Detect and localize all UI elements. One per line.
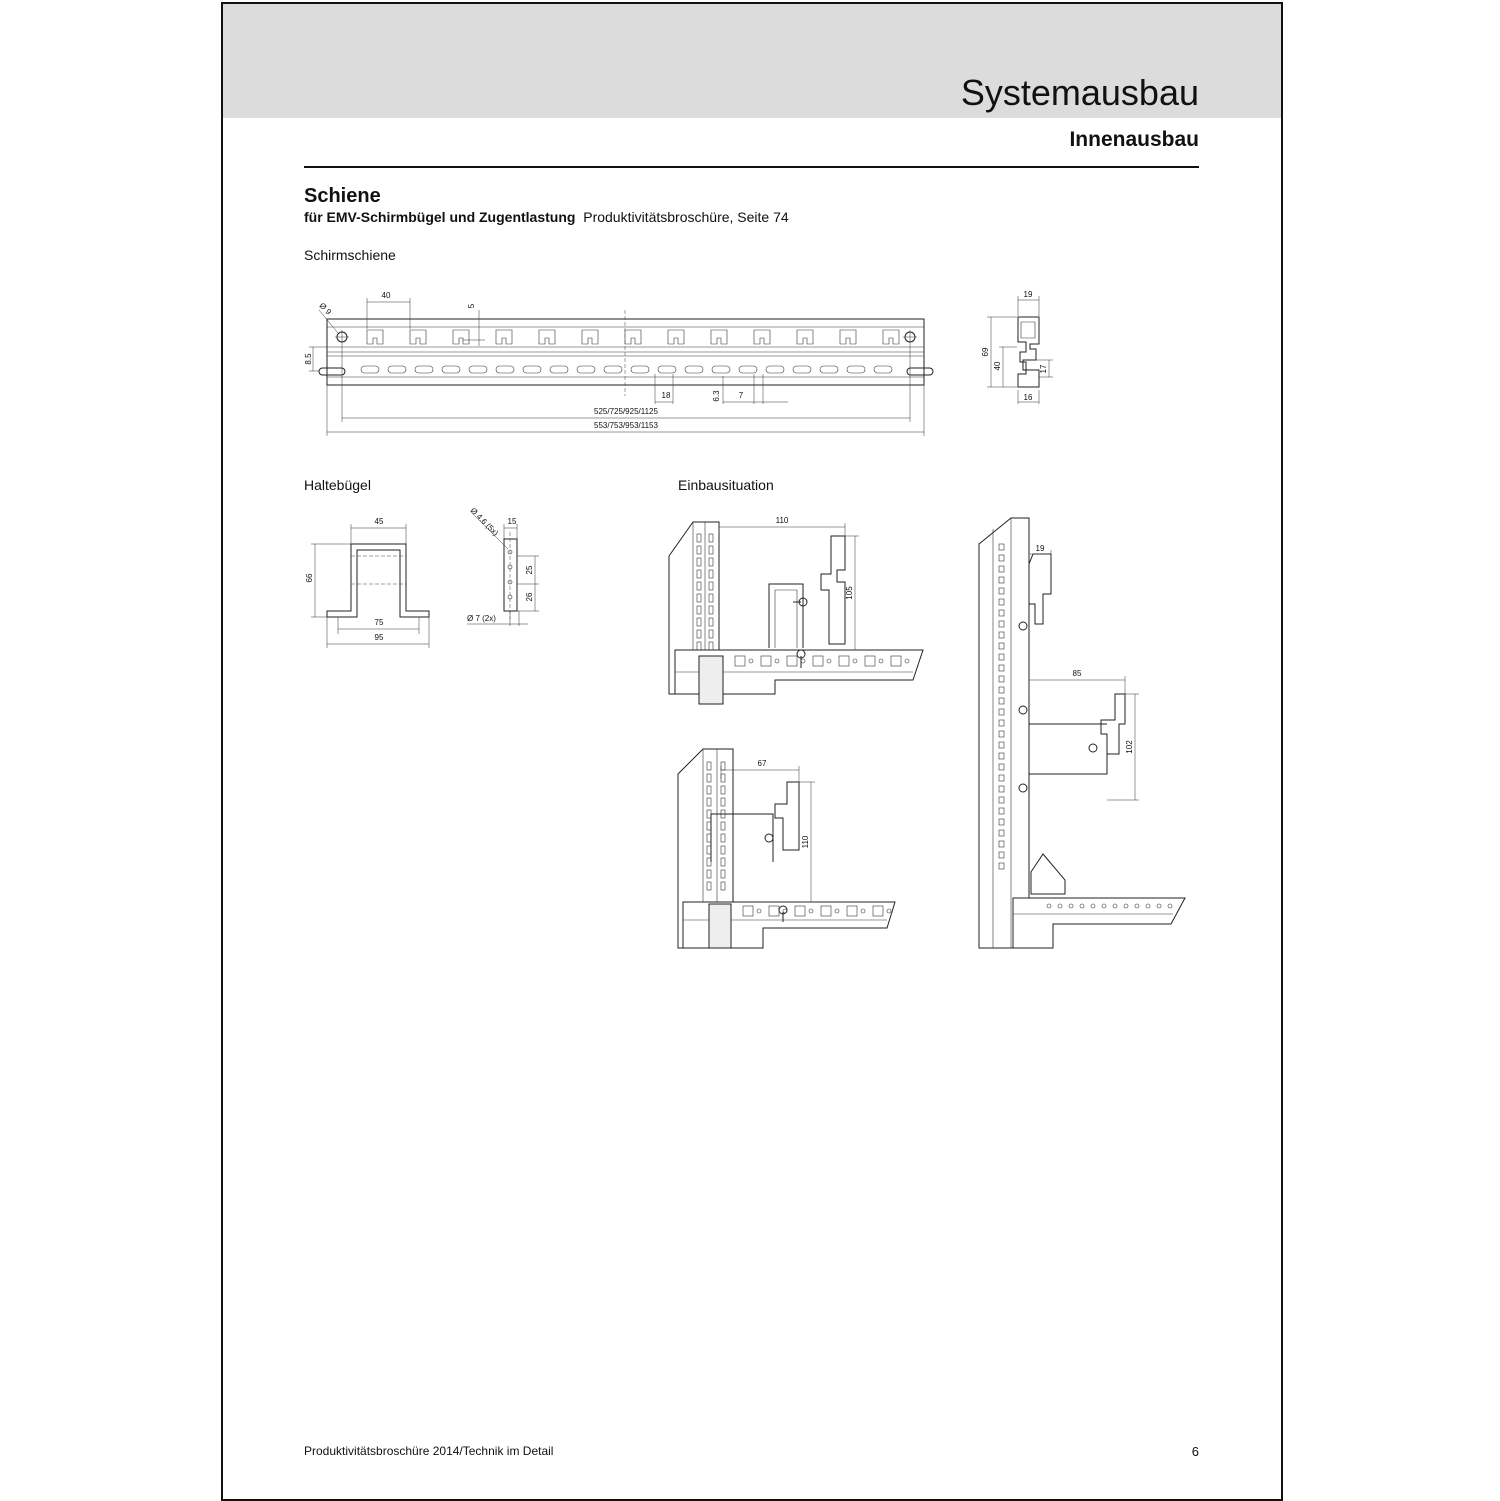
bracket-hole-d7: Ø 7 (2x) — [467, 614, 496, 623]
dim-5: 5 — [467, 303, 476, 309]
product-subtitle-bold: für EMV-Schirmbügel und Zugentlastung — [304, 209, 576, 225]
bracket-dim-95: 95 — [374, 633, 384, 642]
profile-dim-16: 16 — [1023, 393, 1033, 402]
ins3-dim-102: 102 — [1125, 740, 1134, 754]
section-title: Systemausbau — [960, 72, 1199, 113]
profile-dim-69: 69 — [981, 347, 990, 357]
profile-dim-40: 40 — [993, 361, 1002, 371]
caption-rail: Schirmschiene — [304, 247, 396, 263]
dim-d9: Ø 9 — [317, 301, 334, 317]
footer-text: Produktivitätsbroschüre 2014/Technik im Detail — [304, 1444, 554, 1458]
bracket-dim-66: 66 — [305, 573, 314, 583]
ins3-dim-19: 19 — [1035, 544, 1045, 553]
profile-dim-17: 17 — [1039, 364, 1048, 374]
ins1-dim-110: 110 — [775, 516, 789, 525]
dim-7: 7 — [738, 391, 744, 400]
caption-installation: Einbausituation — [678, 477, 774, 493]
dim-18: 18 — [661, 391, 671, 400]
document-page — [221, 2, 1283, 1501]
bracket-dim-26: 26 — [525, 592, 534, 602]
caption-bracket: Haltebügel — [304, 477, 371, 493]
dim-inner-length: 525/725/925/1125 — [594, 407, 658, 416]
profile-dim-19: 19 — [1023, 290, 1033, 299]
page-number: 6 — [1191, 1444, 1199, 1459]
dim-8-5: 8.5 — [304, 353, 313, 365]
dim-6-3: 6.3 — [712, 390, 721, 402]
ins2-dim-110: 110 — [801, 835, 810, 849]
installation-drawing-right — [223, 4, 1281, 1004]
bracket-dim-75: 75 — [374, 618, 384, 627]
dim-outer-length: 553/753/953/1153 — [594, 421, 658, 430]
ins1-dim-105: 105 — [845, 586, 854, 600]
bracket-dim-45: 45 — [374, 517, 384, 526]
bracket-holes: Ø 4.6 (5x) — [468, 506, 501, 538]
product-title: Schiene — [304, 185, 381, 207]
product-reference: Produktivitätsbroschüre, Seite 74 — [583, 209, 789, 225]
bracket-dim-15: 15 — [507, 517, 517, 526]
bracket-dim-25: 25 — [525, 565, 534, 575]
subsection-title: Innenausbau — [1069, 128, 1199, 151]
ins3-dim-85: 85 — [1072, 669, 1082, 678]
dim-40: 40 — [381, 291, 391, 300]
ins2-dim-67: 67 — [757, 759, 767, 768]
